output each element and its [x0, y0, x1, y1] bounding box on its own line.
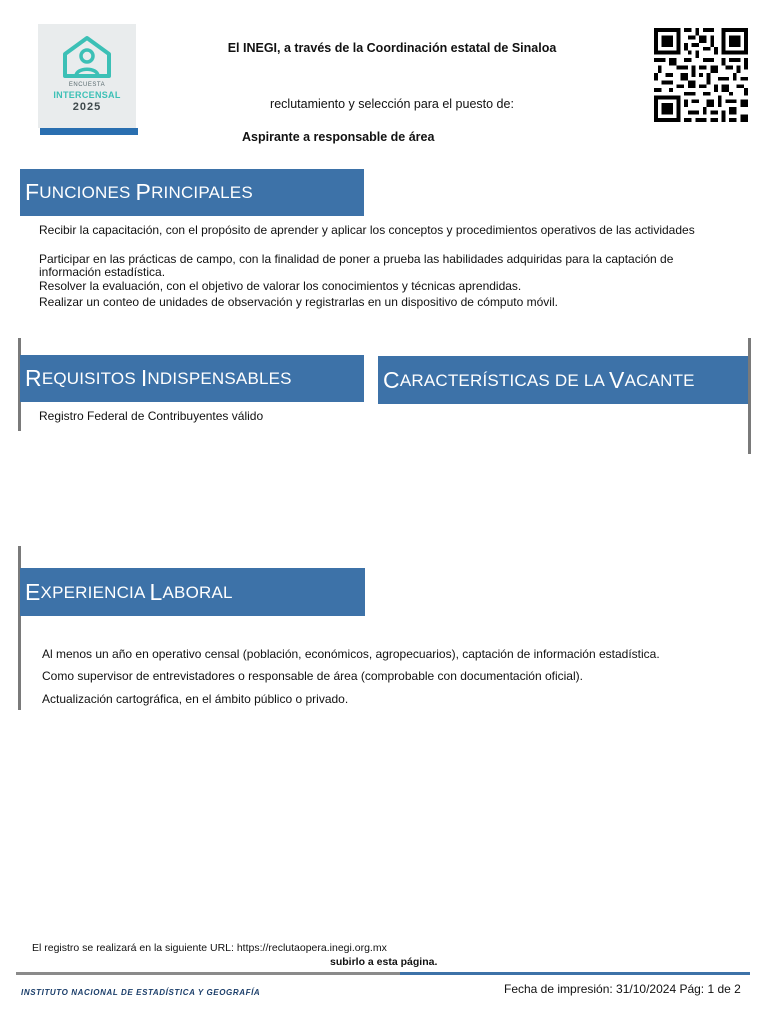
logo-line2: INTERCENSAL	[53, 90, 121, 100]
section-title-requisitos: R EQUISITOS I NDISPENSABLES	[20, 355, 364, 402]
qr-code	[654, 27, 748, 123]
funciones-item-2b: información estadística.	[39, 265, 166, 279]
funciones-item-2a: Participar en las prácticas de campo, con la finalidad de poner a prueba las habilidades adquiridas para la captación de	[39, 252, 674, 266]
section-title-caracteristicas: C ARACTERÍSTICAS DE LA V ACANTE	[378, 356, 748, 404]
header-title: El INEGI, a través de la Coordinación estatal de Sinaloa	[227, 41, 557, 55]
header-subtitle: reclutamiento y selección para el puesto de:	[270, 97, 514, 111]
section-title-experiencia: E XPERIENCIA L ABORAL	[20, 568, 365, 616]
section-right-rule	[748, 338, 751, 454]
logo-underline	[40, 128, 138, 135]
experiencia-item-1: Al menos un año en operativo censal (población, económicos, agropecuarios), captación de información estadística.	[42, 647, 660, 661]
requisitos-item-1: Registro Federal de Contribuyentes válido	[39, 409, 264, 423]
upload-text: subirlo a esta página.	[330, 956, 438, 968]
logo-line1: ENCUESTA	[68, 82, 106, 88]
funciones-item-3: Resolver la evaluación, con el objetivo de valorar los conocimientos y técnicas aprendidas.	[39, 279, 522, 293]
experiencia-item-2: Como supervisor de entrevistadores o responsable de área (comprobable con documentación oficial).	[42, 669, 583, 683]
funciones-item-1: Recibir la capacitación, con el propósito de aprender y aplicar los conceptos y procedimientos operativos de las actividades	[39, 223, 695, 237]
funciones-item-4: Realizar un conteo de unidades de observación y registrarlas en un dispositivo de cómputo móvil.	[39, 295, 558, 309]
encuesta-intercensal-logo	[38, 24, 138, 136]
registration-url-text: El registro se realizará en la siguiente URL: https://reclutaopera.inegi.org.mx	[32, 942, 387, 954]
position-title: Aspirante a responsable de área	[242, 130, 435, 144]
print-date: Fecha de impresión: 31/10/2024 Pág: 1 de 2	[504, 982, 741, 996]
house-person-icon	[59, 34, 115, 80]
footer-rule-accent	[400, 972, 750, 975]
experiencia-item-3: Actualización cartográfica, en el ámbito público o privado.	[42, 692, 349, 706]
section-title-funciones: F UNCIONES P RINCIPALES	[20, 169, 364, 216]
logo-line3: 2025	[72, 101, 102, 113]
institution-name: INSTITUTO NACIONAL DE ESTADÍSTICA Y GEOGRAFÍA	[21, 988, 261, 997]
